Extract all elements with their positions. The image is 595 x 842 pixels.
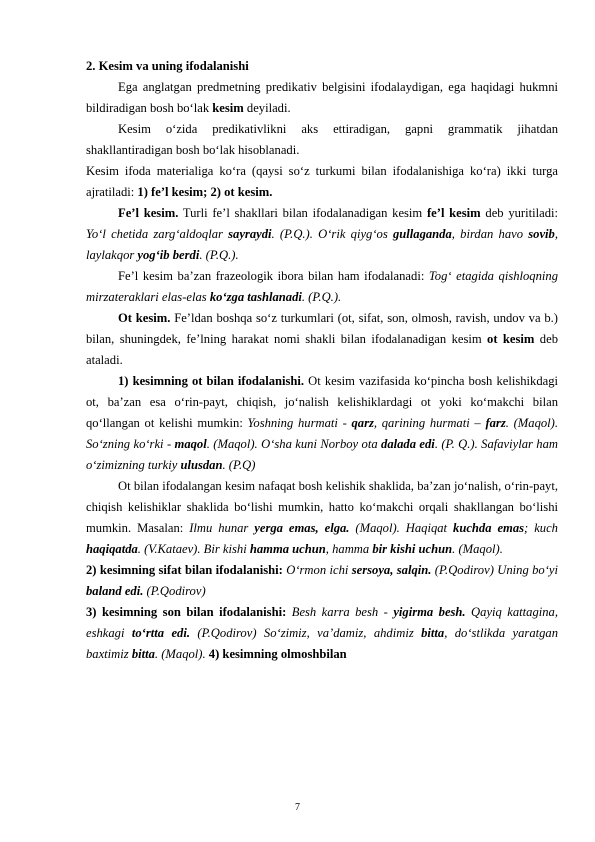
example-text: (Maqol). Haqiqat xyxy=(349,521,454,535)
example-highlight: sersoya, salqin. xyxy=(351,563,432,577)
text-span: Fe’l kesim ba’zan frazeologik ibora bilan ham ifodalanadi: xyxy=(118,269,429,283)
example-text: . (P.Q.). O‘rik qiyg‘os xyxy=(271,227,393,241)
paragraph-phraseology xyxy=(86,266,558,308)
example-text: . (Maqol). xyxy=(452,542,503,556)
document-page xyxy=(86,56,558,665)
example-text: , qarining hurmati – xyxy=(373,416,486,430)
example-text: . (Maqol). xyxy=(154,647,209,661)
subheading-numeral-expression: 3) kesimning son bilan ifodalanishi: xyxy=(86,605,287,619)
example-highlight: bitta xyxy=(421,626,445,640)
types-list: 1) fe’l kesim; 2) ot kesim. xyxy=(137,185,273,199)
example-highlight: kuchda emas xyxy=(453,521,525,535)
subheading-pronoun-expression: 4) kesimning olmoshbilan xyxy=(208,647,347,661)
term-kesim: kesim xyxy=(212,101,244,115)
paragraph-noun-predicate xyxy=(86,308,558,371)
example-highlight: dalada edi xyxy=(381,437,435,451)
example-text: . (P.Q.). xyxy=(301,290,342,304)
example-highlight: farz xyxy=(485,416,506,430)
example-text: Yo‘l chetida zarg‘aldoqlar xyxy=(86,227,229,241)
example-highlight: qarz xyxy=(351,416,374,430)
subheading-noun-predicate: Ot kesim. xyxy=(118,311,171,325)
example-text: . (V.Kataev). Bir kishi xyxy=(137,542,250,556)
paragraph-predicativity: Kesim o‘zida predikativlikni aks ettiradigan, gapni grammatik jihatdan shakllantiradigan bosh bo‘lak hisoblanadi. xyxy=(86,122,558,157)
page-number: 7 xyxy=(295,802,300,813)
example-text: . (P. Q.). Safaviylar ham o‘zimizning turkiy xyxy=(86,437,558,472)
paragraph-noun-expression xyxy=(86,371,558,476)
subheading-adjective-expression: 2) kesimning sifat bilan ifodalanishi: xyxy=(86,563,283,577)
example-text: (P.Qodirov) So‘zimiz, va’damiz, ahdimiz xyxy=(190,626,422,640)
text-span: Turli fe’l shakllari bilan ifodalanadigan kesim xyxy=(178,206,427,220)
example-text: O‘rmon ichi xyxy=(282,563,352,577)
example-highlight: yerga emas, elga. xyxy=(254,521,350,535)
example-text: ; kuch xyxy=(524,521,558,535)
text-span: Ega anglatgan predmetning predikativ belgisini ifodalaydigan, ega haqidagi hukmni bildiradigan bosh bo‘lak xyxy=(86,80,558,115)
paragraph-adjective-expression xyxy=(86,560,558,602)
paragraph-verb-predicate xyxy=(86,203,558,266)
example-text: . (P.Q) xyxy=(222,458,256,472)
text-span: deb yuritiladi: xyxy=(480,206,558,220)
text-span: Fe’ldan boshqa so‘z turkumlari (ot, sifat, son, olmosh, ravish, undov va b.) bilan, shuningdek, fe’lning harakat nomi shakli bilan ifodalanadigan kesim xyxy=(86,311,558,346)
term-noun-predicate: ot kesim xyxy=(487,332,535,346)
example-highlight: haqiqatda xyxy=(86,542,138,556)
example-highlight: bir kishi uchun xyxy=(372,542,453,556)
example-highlight: maqol xyxy=(174,437,207,451)
example-text: (P.Qodirov) Uning bo‘yi xyxy=(431,563,559,577)
example-text: , do‘stlikda yaratgan baxtimiz xyxy=(86,626,559,661)
paragraph-types xyxy=(86,161,558,203)
example-text: Besh karra besh - xyxy=(286,605,394,619)
example-highlight: baland edi. xyxy=(86,584,144,598)
text-span: deyiladi. xyxy=(243,101,291,115)
example-text: , birdan havo xyxy=(451,227,529,241)
example-highlight: hamma uchun xyxy=(249,542,326,556)
subheading-noun-expression: 1) kesimning ot bilan ifodalanishi. xyxy=(118,374,305,388)
example-highlight: sayraydi xyxy=(228,227,272,241)
text-span: Ot kesim vazifasida ko‘pincha bosh kelishikdagi ot, ba’zan esa o‘rin-payt, chiqish, jo‘nalish kelishiklardagi ot yoki ko‘makchi bilan qo‘llangan ot kelishi mumkin: xyxy=(86,374,558,430)
example-text: Yoshning hurmati - xyxy=(247,416,352,430)
paragraph-case-forms xyxy=(86,476,558,560)
example-highlight: gullaganda xyxy=(392,227,452,241)
section-heading: 2. Kesim va uning ifodalanishi xyxy=(86,59,249,73)
paragraph-numeral-expression xyxy=(86,602,558,665)
text-span: Ot bilan ifodalangan kesim nafaqat bosh kelishik shaklida, ba’zan jo‘nalish, o‘rin-payt, chiqish kelishiklar shaklida bo‘lishi mumkin, hatto ko‘makchi orqali shakllangan bo‘lishi mumkin. Masalan: xyxy=(86,479,558,535)
example-text: . (Maqol). O‘sha kuni Norboy ota xyxy=(206,437,382,451)
example-text: . (Maqol). So‘zning ko‘rki - xyxy=(86,416,559,451)
subheading-verb-predicate: Fe’l kesim. xyxy=(118,206,179,220)
example-text: , hamma xyxy=(325,542,373,556)
paragraph-definition xyxy=(86,77,558,119)
text-span: deb ataladi. xyxy=(86,332,558,367)
text-span: Kesim ifoda materialiga ko‘ra (qaysi so‘z turkumi bilan ifodalanishiga ko‘ra) ikki turga ajratiladi: xyxy=(86,164,558,199)
example-highlight: to‘rtta edi. xyxy=(131,626,190,640)
example-text: , laylakqor xyxy=(86,227,559,262)
example-highlight: yog‘ib berdi xyxy=(137,248,200,262)
example-highlight: ulusdan xyxy=(180,458,223,472)
example-text: Qayiq kattagina, eshkagi xyxy=(86,605,558,640)
term-verb-predicate: fe’l kesim xyxy=(426,206,481,220)
example-highlight: bitta xyxy=(131,647,155,661)
example-text: Tog‘ etagida qishloqning mirzateraklari elas-elas xyxy=(86,269,558,304)
example-text: . (P.Q.). xyxy=(199,248,239,262)
example-text: Ilmu hunar xyxy=(189,521,255,535)
example-text: (P.Qodirov) xyxy=(143,584,206,598)
example-highlight: yigirma besh. xyxy=(393,605,466,619)
example-highlight: sovib xyxy=(528,227,555,241)
example-highlight: ko‘zga tashlanadi xyxy=(209,290,302,304)
